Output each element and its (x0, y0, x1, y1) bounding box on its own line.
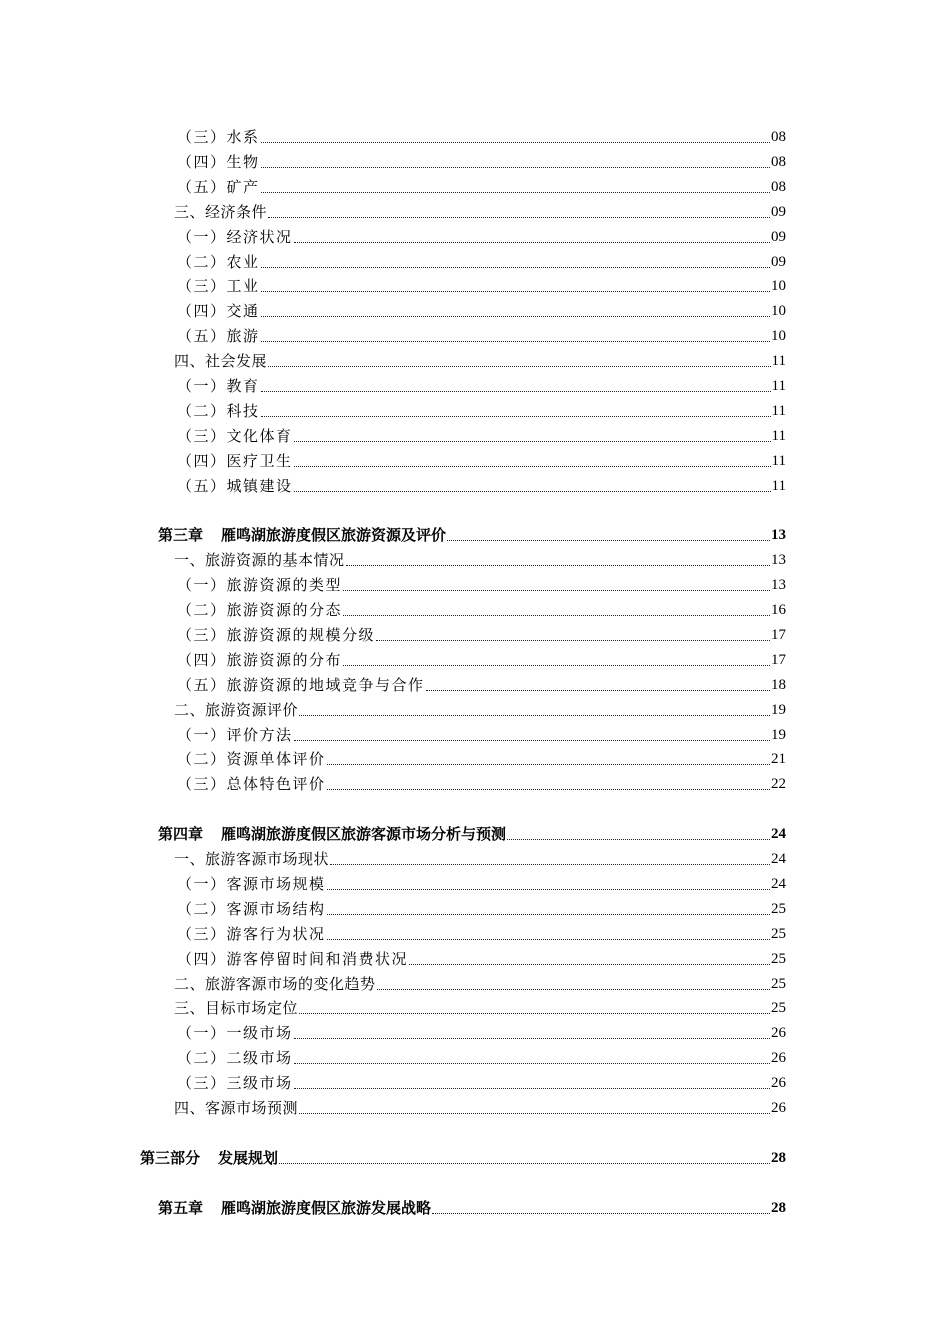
toc-entry[interactable] (0, 522, 786, 544)
dot-leader (299, 1012, 770, 1014)
toc-entry-page-number: 13 (771, 552, 786, 568)
toc-entry-label: 一、旅游资源的基本情况 (174, 551, 345, 569)
toc-entry-label: （二）旅游资源的分态 (177, 601, 343, 619)
toc-entry-label: （四）旅游资源的分布 (177, 651, 343, 669)
toc-entry-page-number: 17 (771, 627, 786, 643)
dot-leader (327, 788, 770, 790)
toc-entry-label: 四、社会发展 (174, 352, 268, 370)
toc-entry[interactable] (0, 398, 786, 420)
toc-entry-page-number: 09 (771, 254, 786, 270)
toc-entry-label (158, 526, 446, 544)
toc-entry[interactable] (0, 298, 786, 320)
dot-leader (426, 689, 770, 691)
toc-entry-page-number: 11 (771, 453, 786, 469)
toc-entry-label: （一）旅游资源的类型 (177, 576, 343, 594)
dot-leader (294, 1087, 770, 1089)
toc-entry[interactable] (0, 1045, 786, 1067)
dot-leader (294, 440, 771, 442)
toc-entry-page-number: 17 (771, 652, 786, 668)
toc-entry-label: （一）客源市场规模 (177, 875, 326, 893)
toc-entry-page-number: 11 (771, 428, 786, 444)
toc-entry[interactable] (0, 896, 786, 918)
toc-entry[interactable] (0, 199, 786, 221)
toc-entry-page-number: 24 (771, 876, 786, 892)
dot-leader (261, 390, 771, 392)
toc-entry-label: （一）一级市场 (177, 1024, 293, 1042)
dot-leader (261, 340, 770, 342)
dot-leader (507, 838, 770, 840)
toc-entry-page-number: 08 (771, 179, 786, 195)
toc-entry-label: （二）资源单体评价 (177, 750, 326, 768)
toc-entry-label: （四）医疗卫生 (177, 452, 293, 470)
dot-leader (261, 266, 770, 268)
dot-leader (268, 365, 771, 367)
toc-entry-page-number: 21 (771, 751, 786, 767)
toc-entry[interactable] (0, 323, 786, 345)
dot-leader (299, 714, 770, 716)
toc-entry-label: 三、经济条件 (174, 203, 268, 221)
toc-entry-label: （三）总体特色评价 (177, 775, 326, 793)
dot-leader (327, 763, 770, 765)
toc-entry[interactable] (0, 722, 786, 744)
toc-entry-page-number: 11 (771, 403, 786, 419)
toc-entry-label: （三）水系 (177, 128, 260, 146)
toc-entry-label: （一）教育 (177, 377, 260, 395)
dot-leader (447, 539, 770, 541)
dot-leader (343, 614, 770, 616)
dot-leader (294, 490, 771, 492)
dot-leader (377, 988, 770, 990)
toc-entry[interactable] (0, 273, 786, 295)
toc-entry[interactable] (0, 971, 786, 993)
toc-entry-label: 二、旅游资源评价 (174, 701, 299, 719)
toc-entry-label: （二）科技 (177, 402, 260, 420)
toc-entry-prefix: 第三部分 (140, 1149, 201, 1167)
dot-leader (261, 166, 770, 168)
dot-leader (261, 141, 770, 143)
toc-entry-page-number: 26 (771, 1100, 786, 1116)
toc-entry[interactable] (0, 174, 786, 196)
dot-leader (261, 191, 770, 193)
toc-entry-page-number: 13 (771, 527, 786, 543)
toc-entry-page-number: 11 (771, 353, 786, 369)
dot-leader (299, 1112, 770, 1114)
toc-entry-title: 雁鸣湖旅游度假区旅游客源市场分析与预测 (221, 825, 507, 843)
dot-leader (432, 1212, 770, 1214)
dot-leader (346, 564, 770, 566)
toc-entry-prefix: 第四章 (158, 825, 204, 843)
dot-leader (330, 863, 770, 865)
toc-entry-page-number: 22 (771, 776, 786, 792)
toc-entry[interactable] (0, 1145, 786, 1167)
toc-entry-page-number: 11 (771, 378, 786, 394)
toc-entry[interactable] (0, 921, 786, 943)
toc-entry-label (140, 1149, 278, 1167)
dot-leader (294, 1037, 770, 1039)
toc-entry-page-number: 10 (771, 278, 786, 294)
toc-entry-label: （一）评价方法 (177, 726, 293, 744)
toc-entry-page-number: 26 (771, 1050, 786, 1066)
toc-entry-label: 四、客源市场预测 (174, 1099, 299, 1117)
toc-entry-page-number: 08 (771, 129, 786, 145)
toc-entry-page-number: 28 (771, 1200, 786, 1216)
toc-entry[interactable] (0, 622, 786, 644)
toc-entry-prefix: 第五章 (158, 1199, 204, 1217)
toc-entry[interactable] (0, 871, 786, 893)
toc-entry[interactable] (0, 647, 786, 669)
toc-entry-page-number: 26 (771, 1025, 786, 1041)
toc-entry[interactable] (0, 249, 786, 271)
toc-entry-page-number: 25 (771, 901, 786, 917)
dot-leader (279, 1162, 770, 1164)
toc-entry[interactable] (0, 821, 786, 843)
toc-entry-prefix: 第三章 (158, 526, 204, 544)
toc-entry[interactable] (0, 946, 786, 968)
toc-entry-page-number: 11 (771, 478, 786, 494)
toc-entry-page-number: 25 (771, 926, 786, 942)
dot-leader (327, 913, 770, 915)
toc-entry-label (158, 825, 506, 843)
toc-entry-label: （三）游客行为状况 (177, 925, 326, 943)
dot-leader (327, 888, 770, 890)
toc-entry[interactable] (0, 348, 786, 370)
toc-entry-page-number: 19 (771, 702, 786, 718)
dot-leader (376, 639, 770, 641)
toc-entry-label: （五）矿产 (177, 178, 260, 196)
toc-entry-label: 二、旅游客源市场的变化趋势 (174, 975, 376, 993)
toc-entry-page-number: 24 (771, 826, 786, 842)
toc-entry-label: （二）二级市场 (177, 1049, 293, 1067)
toc-entry-page-number: 24 (771, 851, 786, 867)
toc-entry-page-number: 19 (771, 727, 786, 743)
toc-entry[interactable] (0, 1020, 786, 1042)
toc-entry[interactable] (0, 448, 786, 470)
toc-entry[interactable] (0, 995, 786, 1017)
toc-entry-page-number: 18 (771, 677, 786, 693)
toc-entry-title: 雁鸣湖旅游度假区旅游发展战略 (221, 1199, 432, 1217)
toc-entry[interactable] (0, 547, 786, 569)
toc-entry-page-number: 16 (771, 602, 786, 618)
dot-leader (409, 963, 770, 965)
toc-entry-label: （四）交通 (177, 302, 260, 320)
toc-entry-label: （三）工业 (177, 277, 260, 295)
toc-entry[interactable] (0, 597, 786, 619)
toc-entry[interactable] (0, 124, 786, 146)
dot-leader (261, 290, 770, 292)
dot-leader (343, 589, 770, 591)
toc-entry-label: （三）三级市场 (177, 1074, 293, 1092)
toc-entry-page-number: 10 (771, 303, 786, 319)
toc-entry-label (158, 1199, 431, 1217)
toc-entry-page-number: 25 (771, 951, 786, 967)
toc-entry[interactable] (0, 771, 786, 793)
toc-entry-page-number: 10 (771, 328, 786, 344)
toc-entry-page-number: 28 (771, 1150, 786, 1166)
toc-entry-label: （四）生物 (177, 153, 260, 171)
toc-entry[interactable] (0, 224, 786, 246)
toc-entry-label: （二）客源市场结构 (177, 900, 326, 918)
toc-entry[interactable] (0, 1095, 786, 1117)
toc-entry-label: （四）游客停留时间和消费状况 (177, 950, 409, 968)
dot-leader (294, 1062, 770, 1064)
toc-entry-page-number: 26 (771, 1075, 786, 1091)
toc-entry[interactable] (0, 473, 786, 495)
toc-entry-page-number: 25 (771, 1000, 786, 1016)
dot-leader (268, 216, 770, 218)
toc-entry-label: （一）经济状况 (177, 228, 293, 246)
dot-leader (327, 938, 770, 940)
toc-entry[interactable] (0, 846, 786, 868)
dot-leader (261, 415, 771, 417)
dot-leader (294, 739, 770, 741)
dot-leader (294, 241, 770, 243)
toc-entry-page-number: 09 (771, 229, 786, 245)
toc-entry-page-number: 09 (771, 204, 786, 220)
toc-entry-label: （五）旅游 (177, 327, 260, 345)
toc-entry-label: （五）城镇建设 (177, 477, 293, 495)
dot-leader (343, 664, 770, 666)
toc-entry[interactable] (0, 373, 786, 395)
toc-entry-label: （二）农业 (177, 253, 260, 271)
toc-entry-title: 发展规划 (218, 1149, 279, 1167)
toc-entry[interactable] (0, 672, 786, 694)
toc-entry-title: 雁鸣湖旅游度假区旅游资源及评价 (221, 526, 447, 544)
toc-entry-page-number: 08 (771, 154, 786, 170)
toc-entry-page-number: 13 (771, 577, 786, 593)
toc-entry-label: （三）旅游资源的规模分级 (177, 626, 376, 644)
toc-entry-label: （五）旅游资源的地域竞争与合作 (177, 676, 425, 694)
dot-leader (261, 315, 770, 317)
toc-entry[interactable] (0, 1070, 786, 1092)
toc-entry[interactable] (0, 149, 786, 171)
toc-entry-label: 一、旅游客源市场现状 (174, 850, 330, 868)
toc-entry[interactable] (0, 572, 786, 594)
dot-leader (294, 465, 771, 467)
toc-entry[interactable] (0, 1195, 786, 1217)
toc-entry[interactable] (0, 423, 786, 445)
toc-entry-label: 三、目标市场定位 (174, 999, 299, 1017)
toc-entry[interactable] (0, 746, 786, 768)
toc-entry-page-number: 25 (771, 976, 786, 992)
toc-entry[interactable] (0, 697, 786, 719)
toc-entry-label: （三）文化体育 (177, 427, 293, 445)
